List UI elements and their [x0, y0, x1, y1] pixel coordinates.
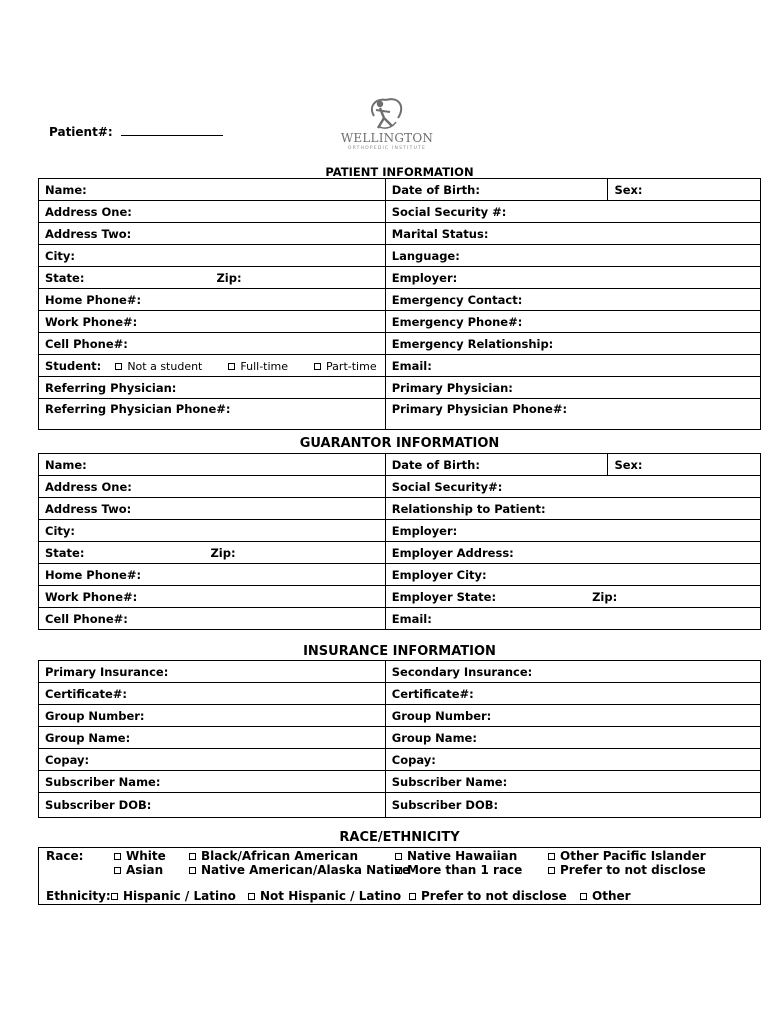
figure-logo-icon — [338, 96, 436, 136]
patient-cell-phone-field[interactable]: Cell Phone#: — [39, 333, 386, 355]
guarantor-city-field[interactable]: City: — [39, 520, 386, 542]
guarantor-cell-phone-field[interactable]: Cell Phone#: — [39, 608, 386, 630]
patient-emergency-contact-field[interactable]: Emergency Contact: — [385, 289, 760, 311]
patient-zip-label: Zip: — [216, 270, 242, 285]
patient-name-field[interactable]: Name: — [39, 179, 386, 201]
patient-language-field[interactable]: Language: — [385, 245, 760, 267]
black-checkbox[interactable] — [189, 853, 196, 860]
guarantor-employer-zip-label: Zip: — [592, 589, 618, 604]
patient-state-label: State: — [45, 270, 85, 285]
guarantor-employer-city-field[interactable]: Employer City: — [385, 564, 760, 586]
referring-physician-phone-field[interactable]: Referring Physician Phone#: — [39, 399, 386, 430]
other-pacific-checkbox[interactable] — [548, 853, 555, 860]
ethnicity-prefer-not-option[interactable] — [409, 889, 567, 903]
patient-address-one-field[interactable]: Address One: — [39, 201, 386, 223]
secondary-group-name-field[interactable]: Group Name: — [385, 727, 760, 749]
patient-information-title: PATIENT INFORMATION — [325, 165, 474, 179]
other-label: Other — [592, 889, 631, 903]
primary-subscriber-name-field[interactable]: Subscriber Name: — [39, 771, 386, 793]
primary-physician-phone-field[interactable]: Primary Physician Phone#: — [385, 399, 760, 430]
secondary-insurance-field[interactable]: Secondary Insurance: — [385, 661, 760, 683]
patient-address-two-field[interactable]: Address Two: — [39, 223, 386, 245]
patient-home-phone-field[interactable]: Home Phone#: — [39, 289, 386, 311]
patient-number-label: Patient#: — [49, 125, 113, 139]
guarantor-email-field[interactable]: Email: — [385, 608, 760, 630]
primary-subscriber-dob-field[interactable]: Subscriber DOB: — [39, 793, 386, 818]
patient-sex-field[interactable]: Sex: — [608, 179, 761, 201]
guarantor-name-field[interactable]: Name: — [39, 454, 386, 476]
native-american-label: Native American/Alaska Native — [201, 863, 411, 877]
patient-number-blank[interactable] — [121, 124, 223, 136]
more-than-one-checkbox[interactable] — [395, 867, 402, 874]
primary-certificate-field[interactable]: Certificate#: — [39, 683, 386, 705]
primary-physician-field[interactable]: Primary Physician: — [385, 377, 760, 399]
primary-group-name-field[interactable]: Group Name: — [39, 727, 386, 749]
guarantor-address-two-field[interactable]: Address Two: — [39, 498, 386, 520]
logo-subtitle: ORTHOPEDIC INSTITUTE — [347, 146, 427, 151]
guarantor-information-title: GUARANTOR INFORMATION — [299, 436, 500, 451]
patient-emergency-phone-field[interactable]: Emergency Phone#: — [385, 311, 760, 333]
ethnicity-not-hispanic-option[interactable] — [248, 889, 401, 903]
primary-insurance-field[interactable]: Primary Insurance: — [39, 661, 386, 683]
full-time-checkbox[interactable] — [228, 363, 235, 370]
more-than-one-label: More than 1 race — [407, 863, 523, 877]
other-pacific-label: Other Pacific Islander — [560, 849, 706, 863]
patient-work-phone-field[interactable]: Work Phone#: — [39, 311, 386, 333]
guarantor-employer-state-label: Employer State: — [391, 589, 497, 604]
student-label: Student: — [45, 358, 102, 373]
black-label: Black/African American — [201, 849, 359, 863]
secondary-group-number-field[interactable]: Group Number: — [385, 705, 760, 727]
patient-city-field[interactable]: City: — [39, 245, 386, 267]
guarantor-employer-address-field[interactable]: Employer Address: — [385, 542, 760, 564]
insurance-information-table — [38, 660, 761, 818]
asian-label: Asian — [126, 863, 164, 877]
race-native-hawaiian-option[interactable] — [395, 849, 517, 863]
part-time-checkbox[interactable] — [314, 363, 321, 370]
patient-employer-field[interactable]: Employer: — [385, 267, 760, 289]
guarantor-address-one-field[interactable]: Address One: — [39, 476, 386, 498]
race-prefer-not-checkbox[interactable] — [548, 867, 555, 874]
race-prefer-not-option[interactable] — [548, 863, 706, 877]
logo-wordmark: WELLINGTON — [340, 131, 434, 145]
not-student-label: Not a student — [127, 359, 203, 373]
full-time-label: Full-time — [240, 359, 289, 373]
insurance-information-title: INSURANCE INFORMATION — [303, 644, 496, 659]
guarantor-relationship-field[interactable]: Relationship to Patient: — [385, 498, 760, 520]
guarantor-dob-field[interactable]: Date of Birth: — [385, 454, 608, 476]
not-hispanic-checkbox[interactable] — [248, 893, 255, 900]
ethnicity-hispanic-option[interactable] — [111, 889, 236, 903]
other-checkbox[interactable] — [580, 893, 587, 900]
ethnicity-label: Ethnicity: — [46, 889, 111, 903]
secondary-subscriber-dob-field[interactable]: Subscriber DOB: — [385, 793, 760, 818]
race-black-option[interactable] — [189, 849, 358, 863]
part-time-label: Part-time — [326, 359, 377, 373]
guarantor-home-phone-field[interactable]: Home Phone#: — [39, 564, 386, 586]
hispanic-checkbox[interactable] — [111, 893, 118, 900]
full-time-option[interactable] — [228, 360, 288, 373]
ethnicity-prefer-not-label: Prefer to not disclose — [421, 889, 567, 903]
patient-ssn-field[interactable]: Social Security #: — [385, 201, 760, 223]
secondary-copay-field[interactable]: Copay: — [385, 749, 760, 771]
part-time-option[interactable] — [314, 360, 377, 373]
race-ethnicity-box — [38, 847, 761, 905]
race-label: Race: — [46, 849, 84, 863]
race-asian-option[interactable] — [114, 863, 163, 877]
hispanic-label: Hispanic / Latino — [123, 889, 236, 903]
referring-physician-field[interactable]: Referring Physician: — [39, 377, 386, 399]
guarantor-sex-field[interactable]: Sex: — [608, 454, 761, 476]
white-label: White — [126, 849, 166, 863]
guarantor-state-label: State: — [45, 545, 85, 560]
native-hawaiian-label: Native Hawaiian — [407, 849, 518, 863]
guarantor-employer-state-zip-field[interactable] — [385, 586, 760, 608]
native-hawaiian-checkbox[interactable] — [395, 853, 402, 860]
patient-email-field[interactable]: Email: — [385, 355, 760, 377]
patient-marital-status-field[interactable]: Marital Status: — [385, 223, 760, 245]
primary-copay-field[interactable]: Copay: — [39, 749, 386, 771]
ethnicity-prefer-not-checkbox[interactable] — [409, 893, 416, 900]
not-student-checkbox[interactable] — [115, 363, 122, 370]
guarantor-zip-label: Zip: — [210, 545, 236, 560]
race-more-than-one-option[interactable] — [395, 863, 522, 877]
secondary-subscriber-name-field[interactable]: Subscriber Name: — [385, 771, 760, 793]
patient-student-field — [39, 355, 386, 377]
guarantor-employer-field[interactable]: Employer: — [385, 520, 760, 542]
race-other-pacific-option[interactable] — [548, 849, 706, 863]
patient-dob-field[interactable]: Date of Birth: — [385, 179, 608, 201]
race-white-option[interactable] — [114, 849, 166, 863]
patient-emergency-relationship-field[interactable]: Emergency Relationship: — [385, 333, 760, 355]
white-checkbox[interactable] — [114, 853, 121, 860]
race-native-american-option[interactable] — [189, 863, 410, 877]
patient-state-zip-field[interactable] — [39, 267, 386, 289]
not-hispanic-label: Not Hispanic / Latino — [260, 889, 402, 903]
ethnicity-other-option[interactable] — [580, 889, 631, 903]
guarantor-work-phone-field[interactable]: Work Phone#: — [39, 586, 386, 608]
native-american-checkbox[interactable] — [189, 867, 196, 874]
not-student-option[interactable] — [115, 360, 202, 373]
wellington-logo — [338, 96, 436, 154]
patient-number-field — [49, 124, 223, 139]
race-prefer-not-label: Prefer to not disclose — [560, 863, 706, 877]
guarantor-ssn-field[interactable]: Social Security#: — [385, 476, 760, 498]
patient-information-table — [38, 178, 761, 430]
primary-group-number-field[interactable]: Group Number: — [39, 705, 386, 727]
secondary-certificate-field[interactable]: Certificate#: — [385, 683, 760, 705]
guarantor-information-table — [38, 453, 761, 630]
asian-checkbox[interactable] — [114, 867, 121, 874]
race-ethnicity-title: RACE/ETHNICITY — [339, 830, 460, 845]
guarantor-state-zip-field[interactable] — [39, 542, 386, 564]
